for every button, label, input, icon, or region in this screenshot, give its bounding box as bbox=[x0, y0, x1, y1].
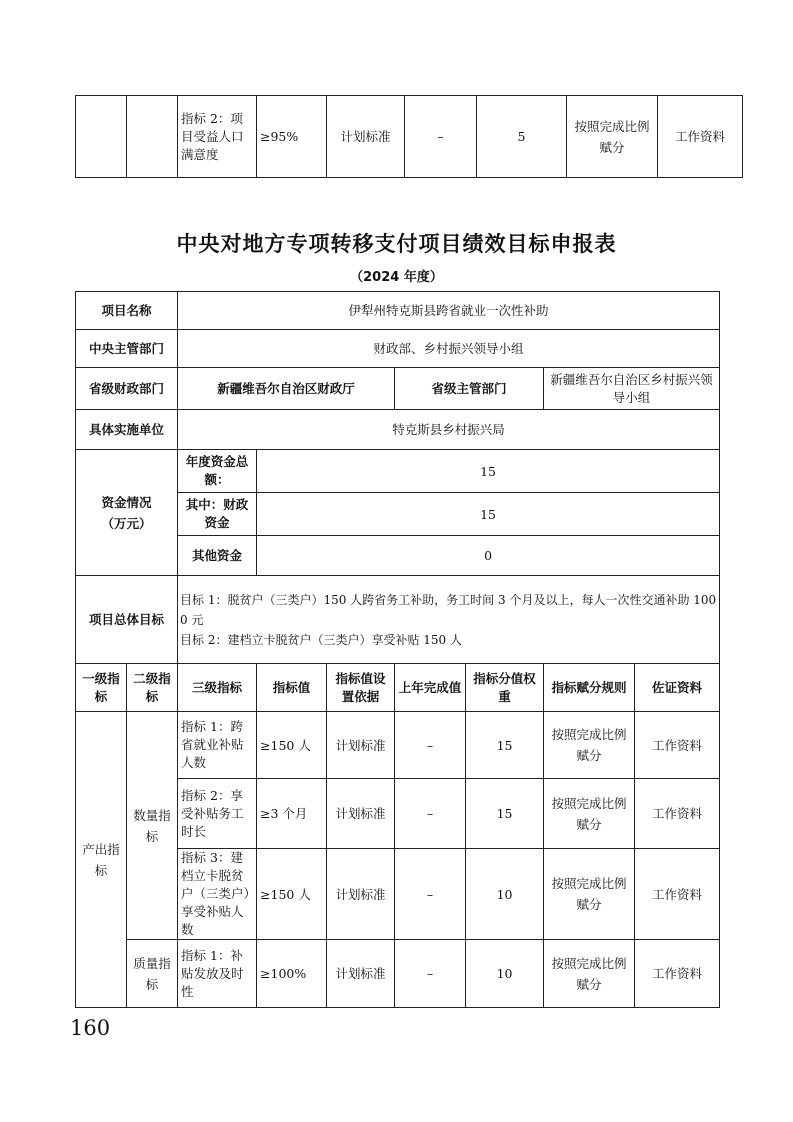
header-level3: 三级指标 bbox=[178, 664, 257, 712]
indicator-cell: 指标 1：跨省就业补贴人数 bbox=[178, 712, 257, 779]
fiscal-value: 15 bbox=[257, 493, 720, 536]
header-value: 指标值 bbox=[257, 664, 327, 712]
goal-2: 目标 2：建档立卡脱贫户（三类户）享受补贴 150 人 bbox=[180, 632, 462, 647]
goal-1: 目标 1：脱贫户（三类户）150 人跨省务工补助，务工时间 3 个月及以上，每人一次性交通补助 1000 元 bbox=[180, 592, 717, 627]
continuation-table bbox=[75, 95, 743, 178]
central-dept-value: 财政部、乡村振兴领导小组 bbox=[178, 330, 720, 368]
weight-cell: 15 bbox=[466, 712, 544, 779]
header-rule: 指标赋分规则 bbox=[544, 664, 635, 712]
level2-quantity: 数量指标 bbox=[127, 712, 178, 940]
empty-cell bbox=[127, 96, 178, 178]
header-last-year: 上年完成值 bbox=[395, 664, 466, 712]
basis-cell: 计划标准 bbox=[327, 940, 395, 1008]
level1-output: 产出指标 bbox=[76, 712, 127, 1008]
table-row bbox=[76, 410, 720, 450]
prov-dept-label: 省级主管部门 bbox=[395, 368, 544, 410]
table-row bbox=[76, 450, 720, 493]
level2-quality: 质量指标 bbox=[127, 940, 178, 1008]
annual-total-value: 15 bbox=[257, 450, 720, 493]
value-cell: ≥150 人 bbox=[257, 712, 327, 779]
impl-unit-value: 特克斯县乡村振兴局 bbox=[178, 410, 720, 450]
other-funds-label: 其他资金 bbox=[178, 536, 257, 576]
table-row bbox=[76, 712, 720, 779]
goal-label: 项目总体目标 bbox=[76, 576, 178, 664]
value-cell: ≥150 人 bbox=[257, 849, 327, 940]
header-row bbox=[76, 664, 720, 712]
weight-cell: 10 bbox=[466, 849, 544, 940]
header-level1: 一级指标 bbox=[76, 664, 127, 712]
year-subtitle: （2024 年度） bbox=[350, 270, 443, 285]
header-weight: 指标分值权重 bbox=[466, 664, 544, 712]
evidence-cell: 工作资料 bbox=[635, 779, 720, 849]
page-title: 中央对地方专项转移支付项目绩效目标申报表 bbox=[176, 232, 617, 256]
evidence-cell: 工作资料 bbox=[658, 96, 743, 178]
last-year-cell: – bbox=[395, 779, 466, 849]
basis-cell: 计划标准 bbox=[327, 779, 395, 849]
other-funds-value: 0 bbox=[257, 536, 720, 576]
evidence-cell: 工作资料 bbox=[635, 849, 720, 940]
impl-unit-label: 具体实施单位 bbox=[76, 410, 178, 450]
rule-cell: 按照完成比例赋分 bbox=[544, 779, 635, 849]
page-number: 160 bbox=[70, 1016, 111, 1040]
last-year-cell: – bbox=[395, 712, 466, 779]
annual-total-label: 年度资金总额： bbox=[178, 450, 257, 493]
weight-cell: 15 bbox=[466, 779, 544, 849]
indicator-cell: 指标 1：补贴发放及时性 bbox=[178, 940, 257, 1008]
indicator-cell: 指标 3：建档立卡脱贫户（三类户）享受补贴人数 bbox=[178, 849, 257, 940]
header-evidence: 佐证资料 bbox=[635, 664, 720, 712]
goal-value bbox=[178, 576, 720, 664]
value-cell: ≥3 个月 bbox=[257, 779, 327, 849]
rule-cell: 按照完成比例赋分 bbox=[544, 849, 635, 940]
header-basis: 指标值设置依据 bbox=[327, 664, 395, 712]
project-name-value: 伊犁州特克斯县跨省就业一次性补助 bbox=[178, 292, 720, 330]
table-row bbox=[76, 576, 720, 664]
prov-finance-value: 新疆维吾尔自治区财政厅 bbox=[178, 368, 395, 410]
indicator-cell: 指标 2：享受补贴务工时长 bbox=[178, 779, 257, 849]
basis-cell: 计划标准 bbox=[327, 96, 405, 178]
value-cell: ≥95% bbox=[257, 96, 327, 178]
weight-cell: 10 bbox=[466, 940, 544, 1008]
project-name-label: 项目名称 bbox=[76, 292, 178, 330]
rule-cell: 按照完成比例赋分 bbox=[544, 940, 635, 1008]
table-row bbox=[76, 292, 720, 330]
value-cell: ≥100% bbox=[257, 940, 327, 1008]
last-year-cell: – bbox=[395, 849, 466, 940]
basis-cell: 计划标准 bbox=[327, 849, 395, 940]
header-level2: 二级指标 bbox=[127, 664, 178, 712]
empty-cell bbox=[76, 96, 127, 178]
rule-cell: 按照完成比例赋分 bbox=[567, 96, 658, 178]
prov-finance-label: 省级财政部门 bbox=[76, 368, 178, 410]
last-year-cell: – bbox=[395, 940, 466, 1008]
fiscal-label: 其中：财政资金 bbox=[178, 493, 257, 536]
prov-dept-value: 新疆维吾尔自治区乡村振兴领导小组 bbox=[544, 368, 720, 410]
table-row bbox=[76, 368, 720, 410]
last-year-cell: – bbox=[405, 96, 477, 178]
performance-target-table bbox=[75, 291, 720, 1008]
table-row bbox=[76, 940, 720, 1008]
central-dept-label: 中央主管部门 bbox=[76, 330, 178, 368]
table-row bbox=[76, 330, 720, 368]
evidence-cell: 工作资料 bbox=[635, 712, 720, 779]
evidence-cell: 工作资料 bbox=[635, 940, 720, 1008]
funds-label: 资金情况（万元） bbox=[76, 450, 178, 576]
weight-cell: 5 bbox=[477, 96, 567, 178]
basis-cell: 计划标准 bbox=[327, 712, 395, 779]
table-row bbox=[76, 96, 743, 178]
rule-cell: 按照完成比例赋分 bbox=[544, 712, 635, 779]
indicator-cell: 指标 2：项目受益人口满意度 bbox=[178, 96, 257, 178]
